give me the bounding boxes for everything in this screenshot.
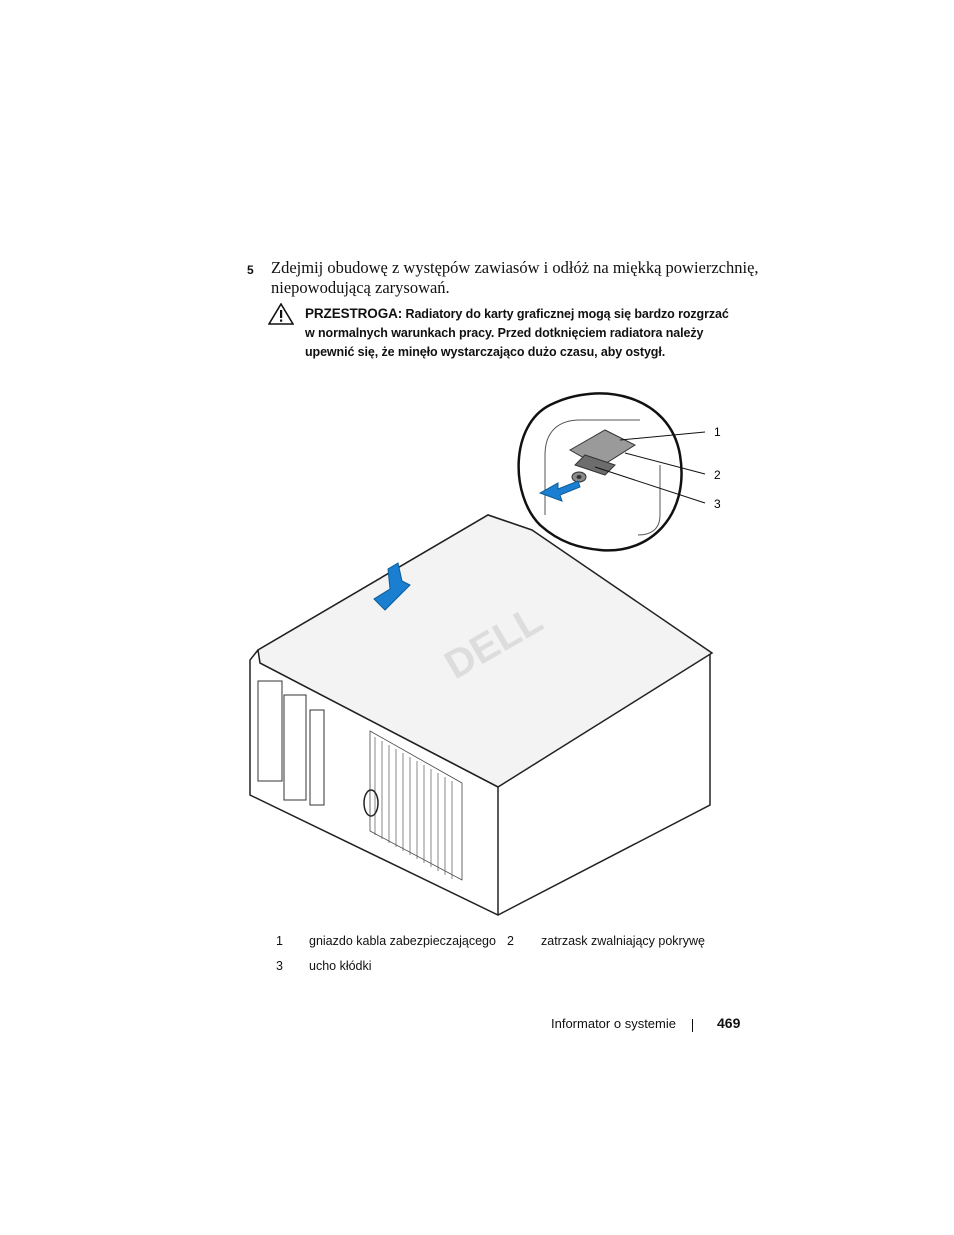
caution-label: PRZESTROGA: (305, 306, 403, 321)
legend-label-2: zatrzask zwalniający pokrywę (541, 934, 705, 948)
legend-num-3: 3 (276, 959, 283, 973)
dell-logo: DELL (437, 597, 550, 688)
caution-text (305, 304, 737, 362)
step-text: Zdejmij obudowę z występów zawiasów i odłóż na miękką powierzchnię, niepowodującą zarysowań. (271, 258, 759, 297)
step-number: 5 (247, 263, 254, 277)
footer-divider (692, 1019, 693, 1032)
footer-title: Informator o systemie (551, 1016, 676, 1031)
computer-chassis (250, 515, 712, 915)
page-number: 469 (717, 1015, 741, 1031)
warning-triangle-icon (268, 303, 294, 325)
legend-label-3: ucho kłódki (309, 959, 372, 973)
legend-num-2: 2 (507, 934, 514, 948)
zoom-callout-circle (519, 393, 721, 550)
callout-2: 2 (714, 468, 721, 482)
legend-label-1: gniazdo kabla zabezpieczającego (309, 934, 496, 948)
callout-3: 3 (714, 497, 721, 511)
caution-body: Radiatory do karty graficznej mogą się bardzo rozgrzać w normalnych warunkach pracy. Przed dotknięciem radiatora należy upewnić się, że minęło wystarczająco dużo czasu, aby ostygł. (305, 307, 729, 359)
legend-num-1: 1 (276, 934, 283, 948)
callout-1: 1 (714, 425, 721, 439)
computer-cover-removal-figure (240, 385, 740, 925)
